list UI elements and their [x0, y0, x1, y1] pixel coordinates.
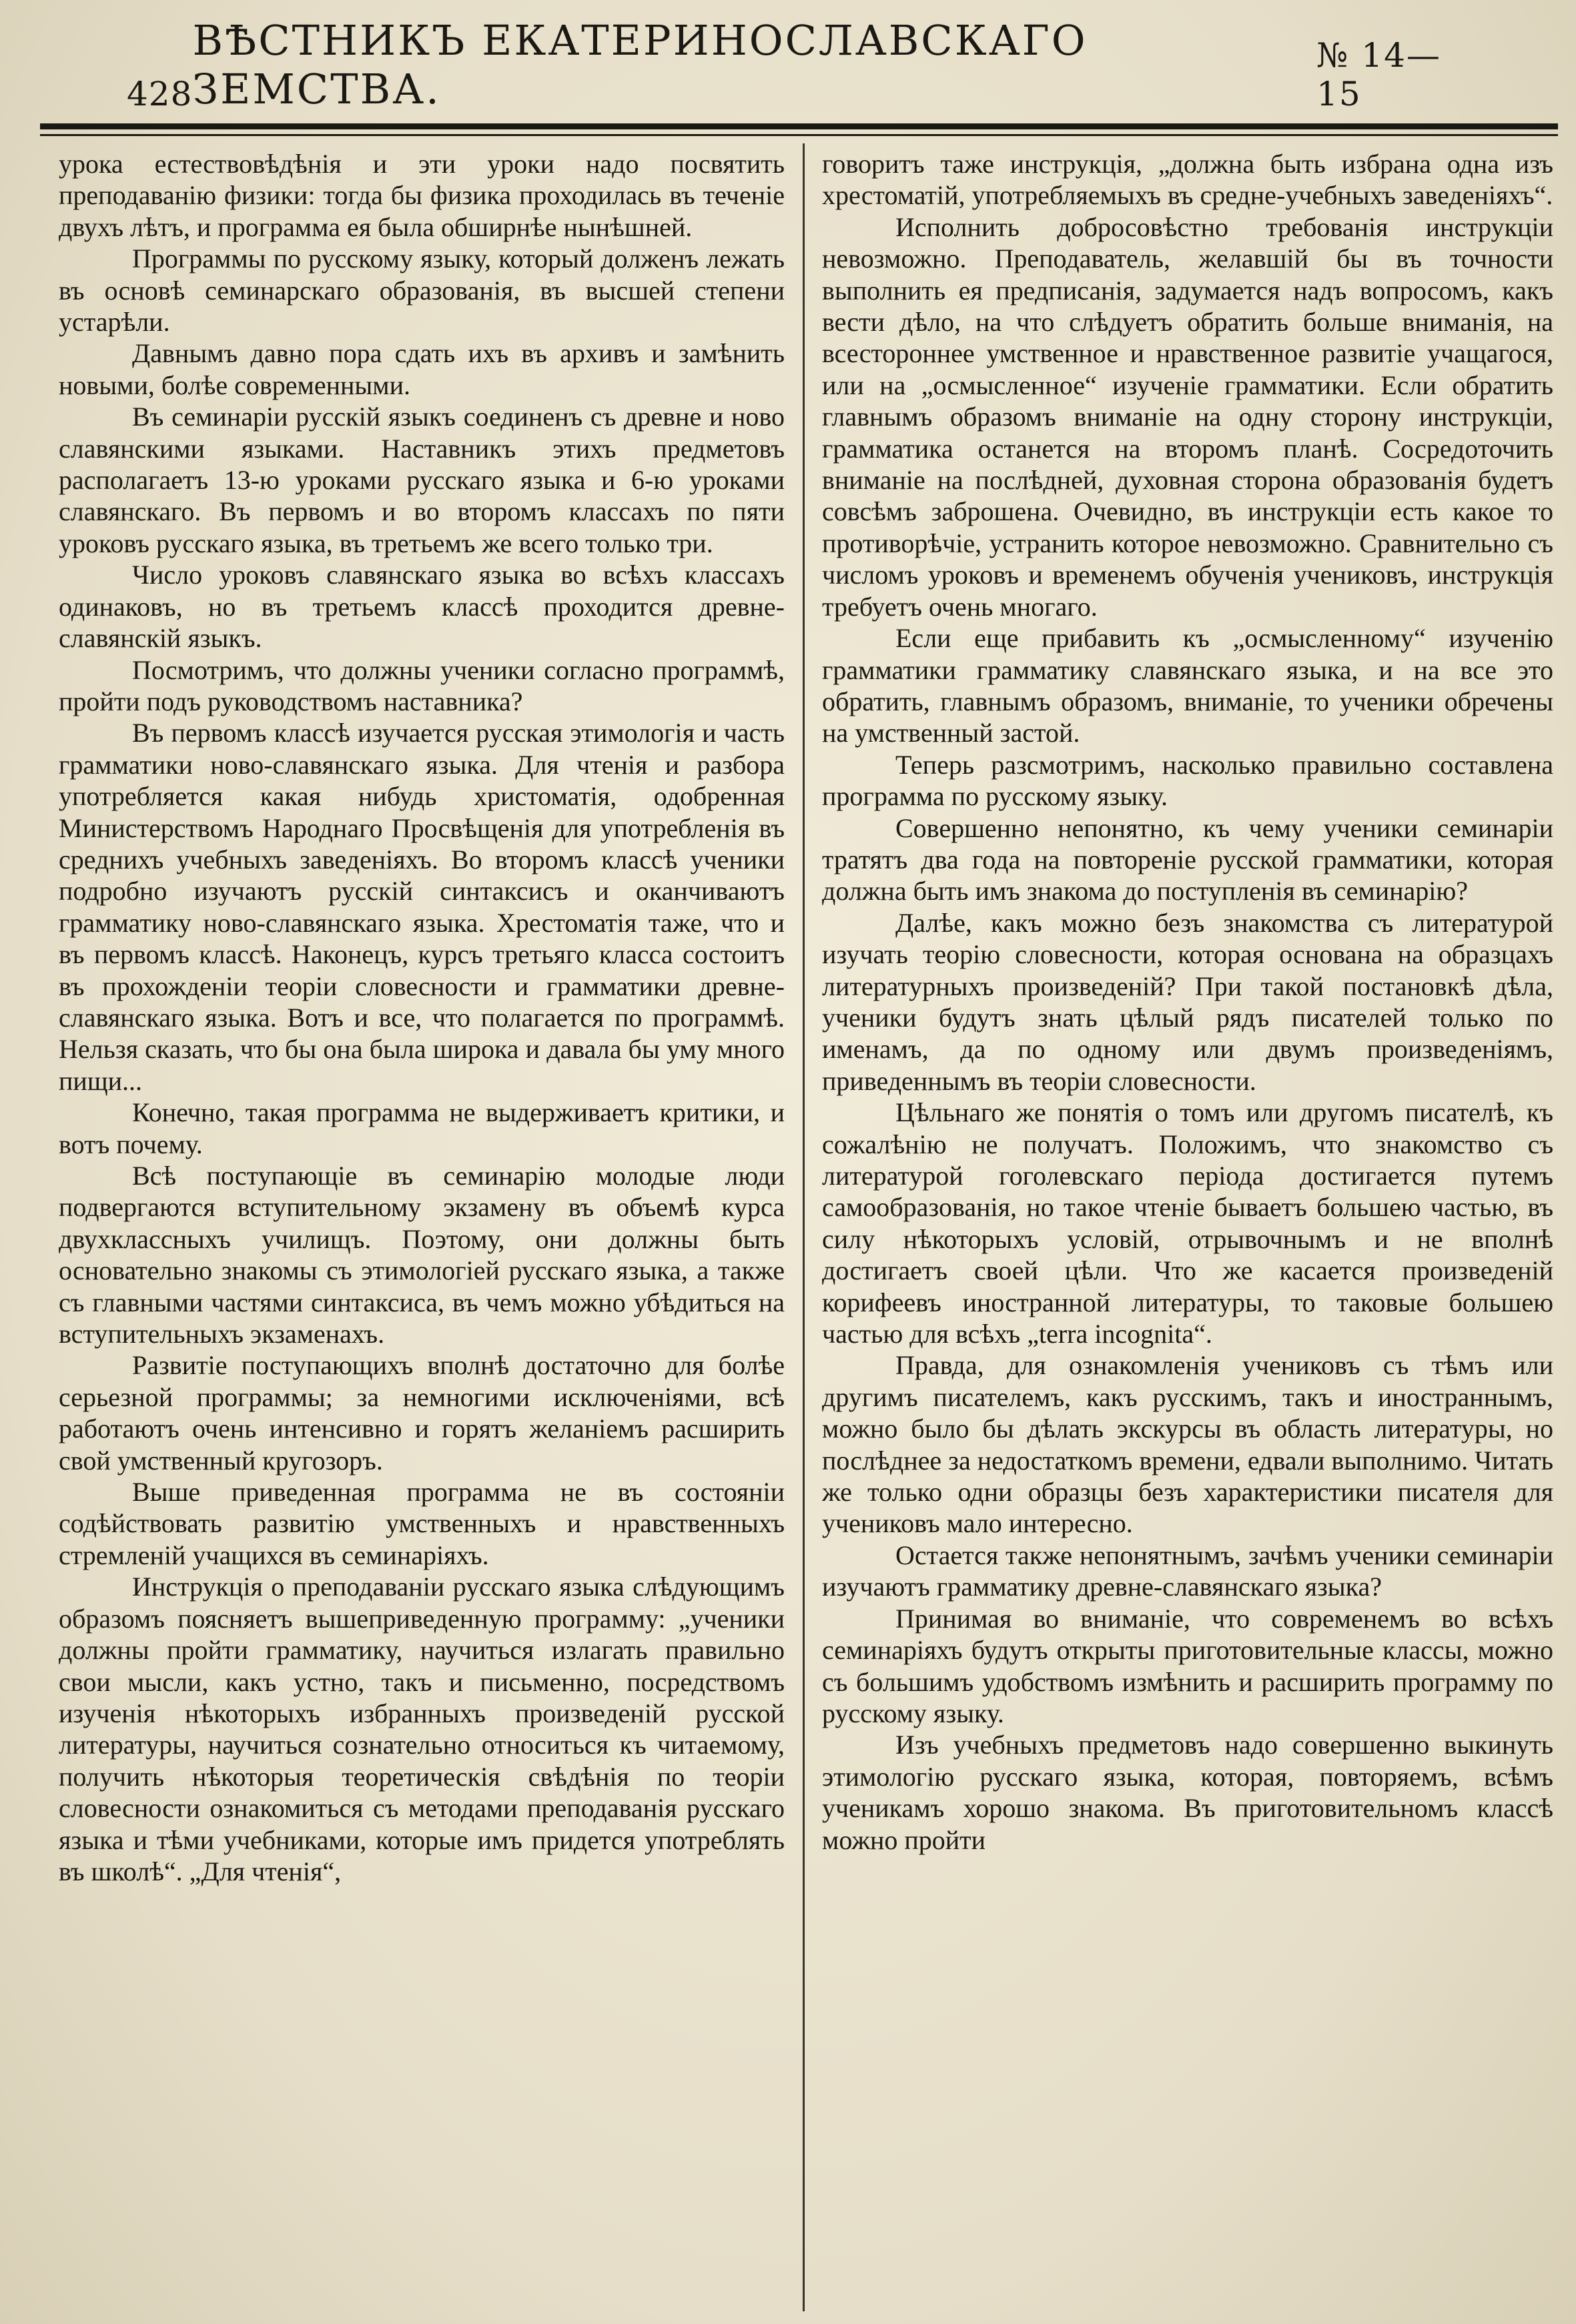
paragraph: Программы по русскому языку, который долженъ лежать въ основѣ семинарскаго образованія, въ высшей степени устарѣли. [59, 243, 785, 338]
paragraph: Правда, для ознакомленія учениковъ съ тѣмъ или другимъ писателемъ, какъ русскимъ, такъ и иностраннымъ, можно было бы дѣлать экскурсы въ область литературы, но послѣднее за недостаткомъ времени, едвали выполнимо. Читать же только одни образцы безъ характеристики писателя для учениковъ мало интересно. [822, 1350, 1553, 1539]
paragraph: Принимая во вниманіе, что современемъ во всѣхъ семинаріяхъ будутъ открыты приготовительные классы, можно съ большимъ удобствомъ измѣнить и расширить программу по русскому языку. [822, 1603, 1553, 1728]
paragraph: Остается также непонятнымъ, зачѣмъ ученики семинаріи изучаютъ грамматику древне-славянскаго языка? [822, 1540, 1553, 1602]
paragraph: Совершенно непонятно, къ чему ученики семинаріи тратятъ два года на повтореніе русской грамматики, которая должна быть имъ знакома до поступленія въ семинарію? [822, 812, 1553, 907]
journal-title: ВѢСТНИКЪ ЕКАТЕРИНОСЛАВСКАГО ЗЕМСТВА. [192, 16, 1088, 113]
paragraph: Въ семинаріи русскій языкъ соединенъ съ древне и ново славянскими языками. Наставникъ этихъ предметовъ располагаетъ 13-ю уроками русскаго языка и 6-ю уроками славянскаго. Въ первомъ и во второмъ классахъ по пяти уроковъ русскаго языка, въ третьемъ же всего только три. [59, 402, 785, 558]
left-column [59, 148, 785, 2313]
paragraph: Давнымъ давно пора сдать ихъ въ архивъ и замѣнить новыми, болѣе современными. [59, 338, 785, 400]
paragraph: Развитіе поступающихъ вполнѣ достаточно для болѣе серьезной программы; за немногими исключеніями, всѣ работаютъ очень интенсивно и горятъ желаніемъ расширить свой умственный кругозоръ. [59, 1350, 785, 1476]
paragraph: говоритъ таже инструкція, „должна быть избрана одна изъ хрестоматій, употребляемыхъ въ средне-учебныхъ заведеніяхъ“. [822, 149, 1553, 211]
right-column [822, 148, 1553, 2313]
paragraph: Инструкція о преподаваніи русскаго языка слѣдующимъ образомъ поясняетъ вышеприведенную программу: „ученики должны пройти грамматику, научиться излагать правильно свои мысли, какъ устно, такъ и письменно, посредствомъ изученія нѣкоторыхъ избранныхъ произведеній русской литературы, научиться сознательно относиться къ читаемому, получить нѣкоторыя теоретическія свѣдѣнія по теоріи словесности ознакомиться съ методами преподаванія русскаго языка и тѣми учебниками, которые имъ придется употреблять въ школѣ“. „Для чтенія“, [59, 1572, 785, 1886]
paragraph: Цѣльнаго же понятія о томъ или другомъ писателѣ, къ сожалѣнію не получатъ. Положимъ, что знакомство съ литературой гоголевскаго періода достигается путемъ самообразованія, но такое чтеніе бываетъ большею частью, въ силу нѣкоторыхъ условій, отрывочнымъ и не вполнѣ достигаетъ своей цѣли. Что же касается произведеній корифеевъ иностранной литературы, то таковые большею частью для всѣхъ „terra incognita“. [822, 1097, 1553, 1349]
page-number: 428 [127, 75, 193, 113]
paragraph: Теперь разсмотримъ, насколько правильно составлена программа по русскому языку. [822, 749, 1553, 812]
paragraph: Изъ учебныхъ предметовъ надо совершенно выкинуть этимологію русскаго языка, которая, повторяемъ, всѣмъ ученикамъ хорошо знакома. Въ приготовительномъ классѣ можно пройти [822, 1730, 1553, 1855]
page-header [127, 16, 1481, 113]
paragraph: Посмотримъ, что должны ученики согласно программѣ, пройти подъ руководствомъ наставника? [59, 654, 785, 716]
header-rule-thick [40, 123, 1558, 129]
paragraph: Конечно, такая программа не выдерживаетъ критики, и вотъ почему. [59, 1097, 785, 1159]
paragraph: Исполнить добросовѣстно требованія инструкціи невозможно. Преподаватель, желавшій бы въ точности выполнить ея предписанія, задумается надъ вопросомъ, какъ вести дѣло, на что слѣдуетъ обратить больше вниманія, на всестороннее умственное и нравственное развитіе учащагося, или на „осмысленное“ изученіе грамматики. Если обратить главнымъ образомъ вниманіе на одну сторону инструкціи, грамматика останется на второмъ планѣ. Сосредоточить вниманіе на послѣдней, духовная сторона образованія будетъ совсѣмъ заброшена. Очевидно, въ инструкціи есть какое то противорѣчіе, устранить которое невозможно. Сравнительно съ числомъ уроковъ и временемъ обученія учениковъ, инструкція требуетъ очень многаго. [822, 211, 1553, 622]
paragraph: Если еще прибавить къ „осмысленному“ изученію грамматики грамматику славянскаго языка, и на все это обратить, главнымъ образомъ, вниманіе, то ученики обречены на умственный застой. [822, 623, 1553, 748]
paragraph: Въ первомъ классѣ изучается русская этимологія и часть грамматики ново-славянскаго языка. Для чтенія и разбора употребляется какая нибудь христоматія, одобренная Министерствомъ Народнаго Просвѣщенія для употребленія въ среднихъ учебныхъ заведеніяхъ. Во второмъ классѣ ученики подробно изучаютъ русскій синтаксисъ и оканчиваютъ грамматику ново-славянскаго языка. Хрестоматія таже, что и въ первомъ классѣ. Наконецъ, курсъ третьяго класса состоитъ въ прохожденіи теоріи словесности и грамматики древне-славянскаго языка. Вотъ и все, что полагается по программѣ. Нельзя сказать, что бы она была широка и давала бы уму много пищи... [59, 718, 785, 1096]
paragraph: Далѣе, какъ можно безъ знакомства съ литературой изучать теорію словесности, которая основана на образцахъ литературныхъ произведеній? При такой постановкѣ дѣла, ученики будутъ знать цѣлый рядъ писателей только по именамъ, да по одному или двумъ произведеніямъ, приведеннымъ въ теоріи словесности. [822, 907, 1553, 1096]
paragraph: Всѣ поступающіе въ семинарію молодые люди подвергаются вступительному экзамену въ объемѣ курса двухклассныхъ училищъ. Поэтому, они должны быть основательно знакомы съ этимологіей русскаго языка, а также съ главными частями синтаксиса, въ чемъ можно убѣдиться на вступительныхъ экзаменахъ. [59, 1161, 785, 1349]
paragraph: Число уроковъ славянскаго языка во всѣхъ классахъ одинаковъ, но въ третьемъ классѣ проходится древне-славянскій языкъ. [59, 560, 785, 654]
paragraph: Выше приведенная программа не въ состояніи содѣйствовать развитію умственныхъ и нравственныхъ стремленій учащихся въ семинаріяхъ. [59, 1477, 785, 1570]
paragraph: урока естествовѣдѣнія и эти уроки надо посвятить преподаванію физики: тогда бы физика проходилась въ теченіе двухъ лѣтъ, и программа ея была обширнѣе нынѣшней. [59, 149, 785, 242]
issue-number: № 14—15 [1316, 36, 1441, 113]
header-rule-thin [40, 134, 1558, 136]
column-divider [803, 143, 805, 2311]
